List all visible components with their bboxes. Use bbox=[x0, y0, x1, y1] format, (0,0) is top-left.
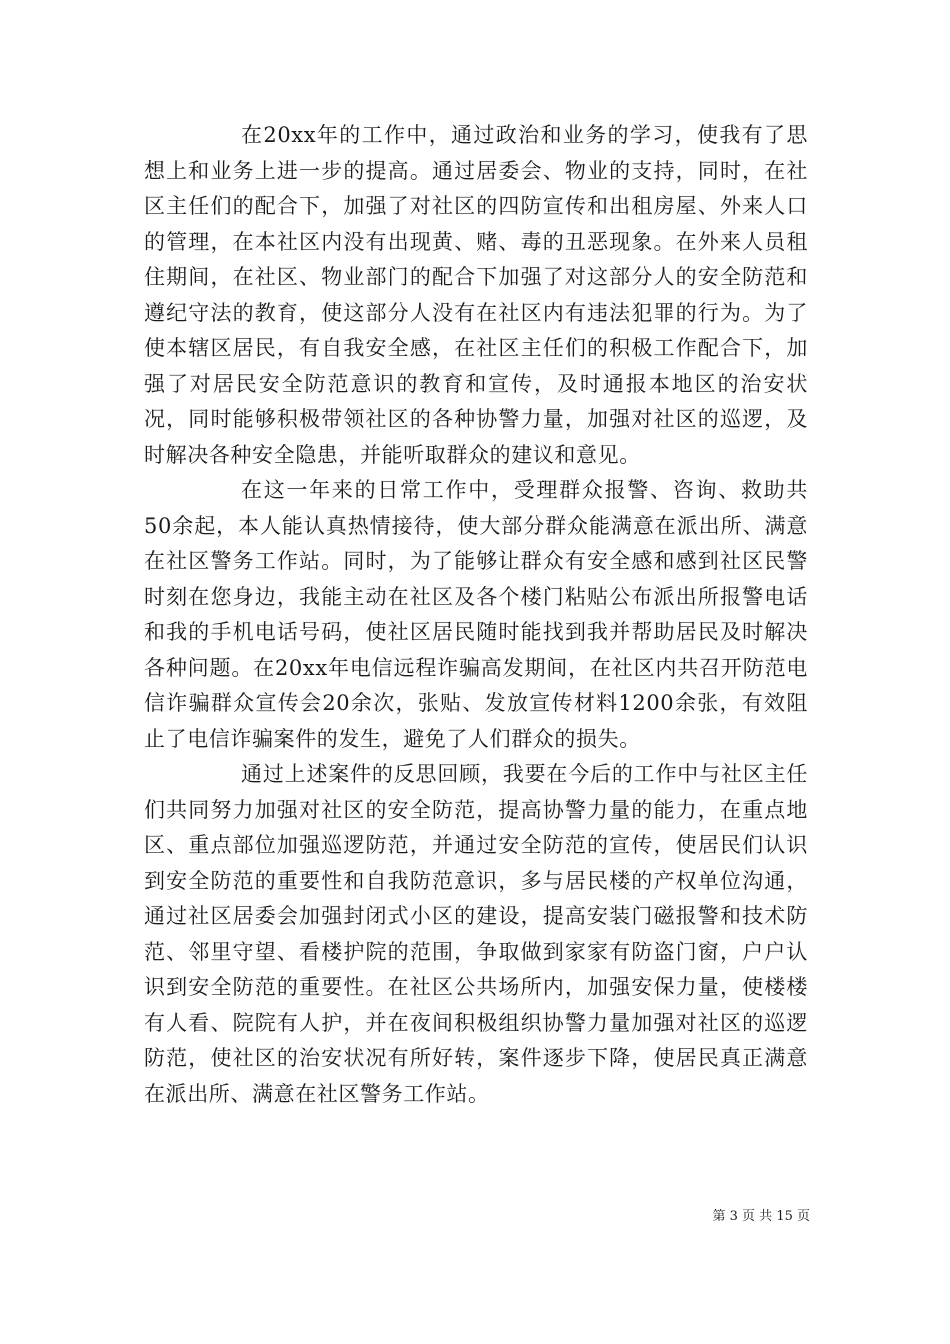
page-number-footer: 第 3 页 共 15 页 bbox=[712, 1209, 810, 1224]
paragraph-2: 在这一年来的日常工作中，受理群众报警、咨询、救助共50余起，本人能认真热情接待，使大部分群众能满意在派出所、满意在社区警务工作站。同时，为了能够让群众有安全感和感到社区民警时刻在您身边，我能主动在社区及各个楼门粘贴公布派出所报警电话和我的手机电话号码，使社区居民随时能找到我并帮助居民及时解决各种问题。在20xx年电信远程诈骗高发期间，在社区内共召开防范电信诈骗群众宣传会20余次，张贴、发放宣传材料1200余张，有效阻止了电信诈骗案件的发生，避免了人们群众的损失。 bbox=[144, 478, 808, 751]
document-body bbox=[144, 118, 808, 1112]
paragraph-3: 通过上述案件的反思回顾，我要在今后的工作中与社区主任们共同努力加强对社区的安全防范，提高协警力量的能力，在重点地区、重点部位加强巡逻防范，并通过安全防范的宣传，使居民们认识到安全防范的重要性和自我防范意识，多与居民楼的产权单位沟通，通过社区居委会加强封闭式小区的建设，提高安装门磁报警和技术防范、邻里守望、看楼护院的范围，争取做到家家有防盗门窗，户户认识到安全防范的重要性。在社区公共场所内，加强安保力量，使楼楼有人看、院院有人护，并在夜间积极组织协警力量加强对社区的巡逻防范，使社区的治安状况有所好转，案件逐步下降，使居民真正满意在派出所、满意在社区警务工作站。 bbox=[144, 762, 808, 1106]
paragraph-1: 在20xx年的工作中，通过政治和业务的学习，使我有了思想上和业务上进一步的提高。通过居委会、物业的支持，同时，在社区主任们的配合下，加强了对社区的四防宣传和出租房屋、外来人口的管理，在本社区内没有出现黄、赌、毒的丑恶现象。在外来人员租住期间，在社区、物业部门的配合下加强了对这部分人的安全防范和遵纪守法的教育，使这部分人没有在社区内有违法犯罪的行为。为了使本辖区居民，有自我安全感，在社区主任们的积极工作配合下，加强了对居民安全防范意识的教育和宣传，及时通报本地区的治安状况，同时能够积极带领社区的各种协警力量，加强对社区的巡逻，及时解决各种安全隐患，并能听取群众的建议和意见。 bbox=[144, 123, 808, 467]
